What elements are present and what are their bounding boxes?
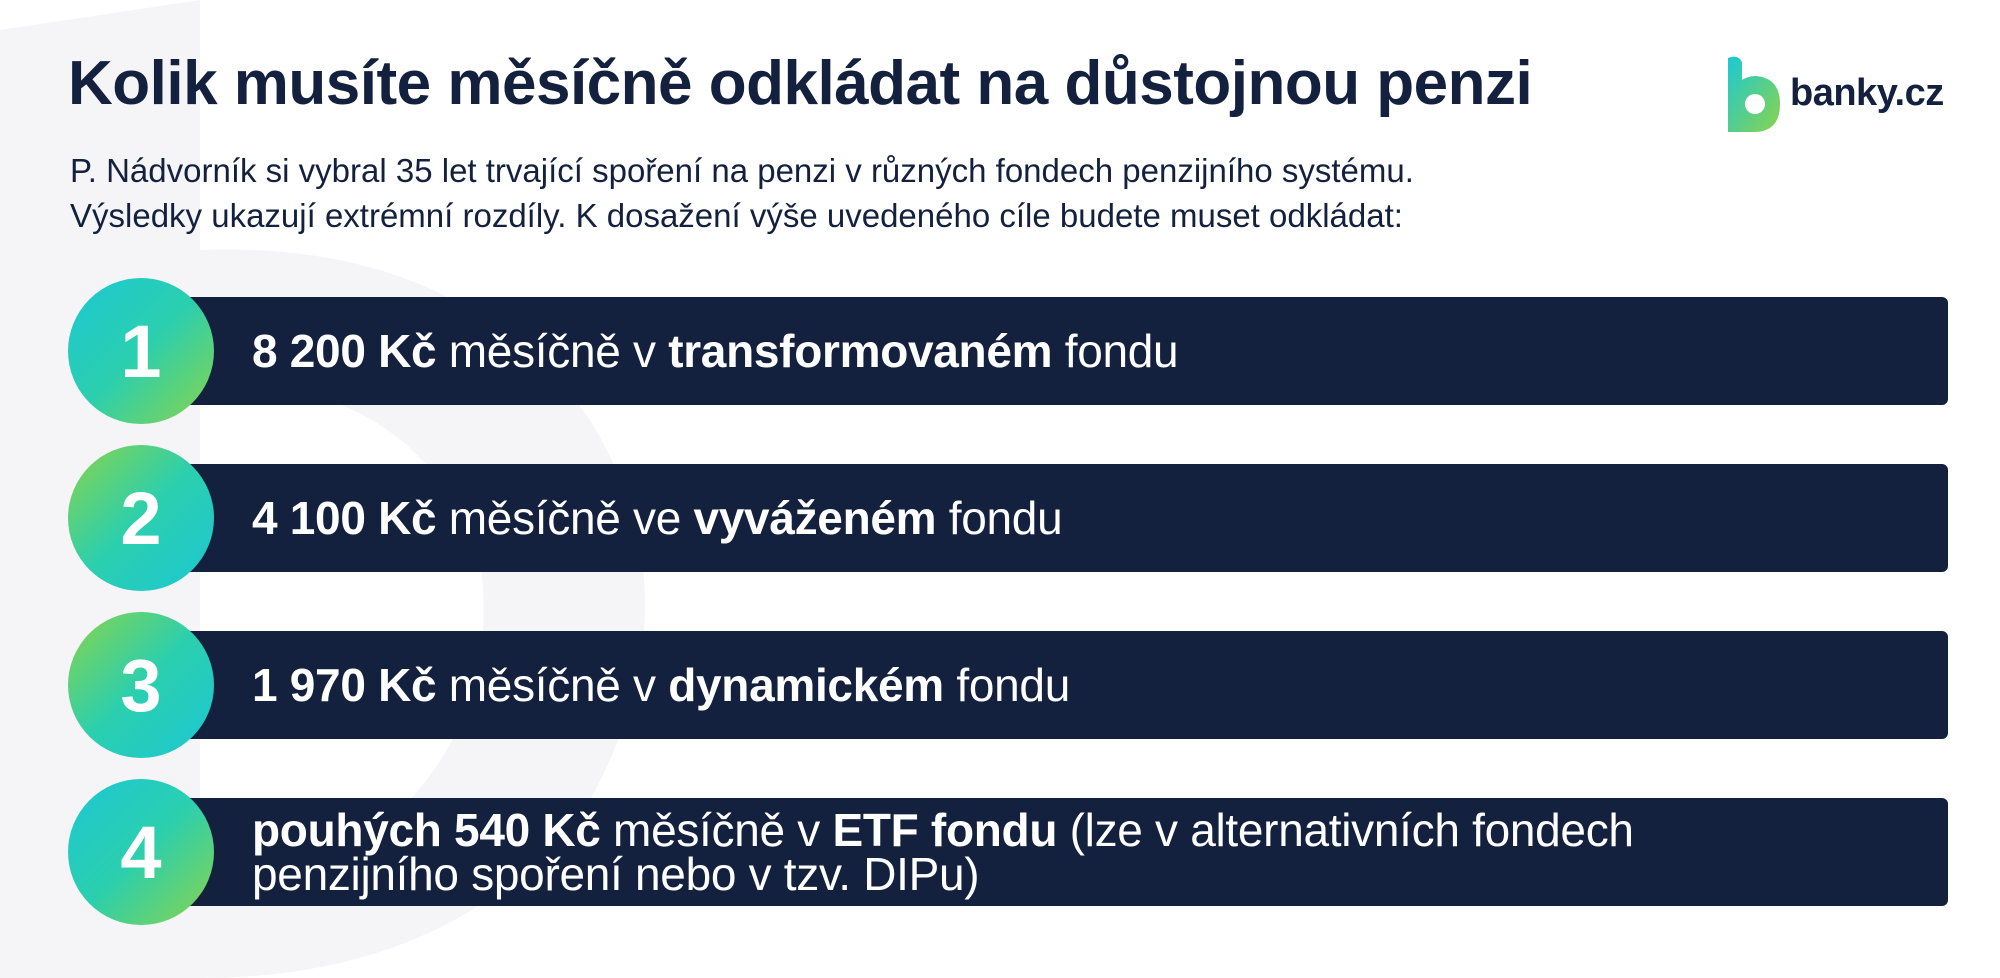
list-item-1 bbox=[68, 278, 1948, 424]
item-number-badge: 4 bbox=[68, 779, 214, 925]
item-amount: 1 970 Kč bbox=[252, 659, 437, 711]
list-item-2 bbox=[68, 445, 1948, 591]
item-amount: 8 200 Kč bbox=[252, 325, 437, 377]
item-middle: měsíčně ve bbox=[436, 492, 694, 544]
logo-text: banky.cz bbox=[1790, 71, 1944, 114]
list-item-4 bbox=[68, 779, 1948, 925]
subtitle-line-2: Výsledky ukazují extrémní rozdíly. K dosažení výše uvedeného cíle budete muset odkládat: bbox=[70, 197, 1403, 234]
item-suffix: fondu bbox=[943, 659, 1070, 711]
subtitle-line-1: P. Nádvorník si vybral 35 let trvající spoření na penzi v různých fondech penzijního systému. bbox=[70, 152, 1414, 189]
item-fund: transformovaném bbox=[668, 325, 1053, 377]
item-middle: měsíčně v bbox=[436, 659, 669, 711]
item-suffix-line-2: penzijního spoření nebo v tzv. DIPu) bbox=[252, 848, 980, 900]
item-amount: 4 100 Kč bbox=[252, 492, 437, 544]
item-middle: měsíčně v bbox=[600, 804, 833, 856]
banky-b-logo-icon bbox=[1724, 54, 1782, 132]
item-amount: pouhých 540 Kč bbox=[252, 804, 601, 856]
item-text bbox=[252, 798, 1912, 906]
item-fund: ETF fondu bbox=[832, 804, 1058, 856]
item-text bbox=[252, 631, 1912, 739]
item-suffix: fondu bbox=[1052, 325, 1179, 377]
item-number-badge: 1 bbox=[68, 278, 214, 424]
list-item-3 bbox=[68, 612, 1948, 758]
item-fund: vyváženém bbox=[693, 492, 937, 544]
item-suffix-line-1: (lze v alternativních fondech bbox=[1057, 804, 1634, 856]
page-subtitle bbox=[70, 148, 1770, 238]
item-number-badge: 2 bbox=[68, 445, 214, 591]
item-suffix: fondu bbox=[936, 492, 1063, 544]
page-title: Kolik musíte měsíčně odkládat na důstojnou penzi bbox=[68, 49, 1533, 118]
item-number-badge: 3 bbox=[68, 612, 214, 758]
item-fund: dynamickém bbox=[668, 659, 944, 711]
item-text bbox=[252, 464, 1912, 572]
brand-logo bbox=[1724, 54, 1944, 132]
item-text bbox=[252, 297, 1912, 405]
item-middle: měsíčně v bbox=[436, 325, 669, 377]
